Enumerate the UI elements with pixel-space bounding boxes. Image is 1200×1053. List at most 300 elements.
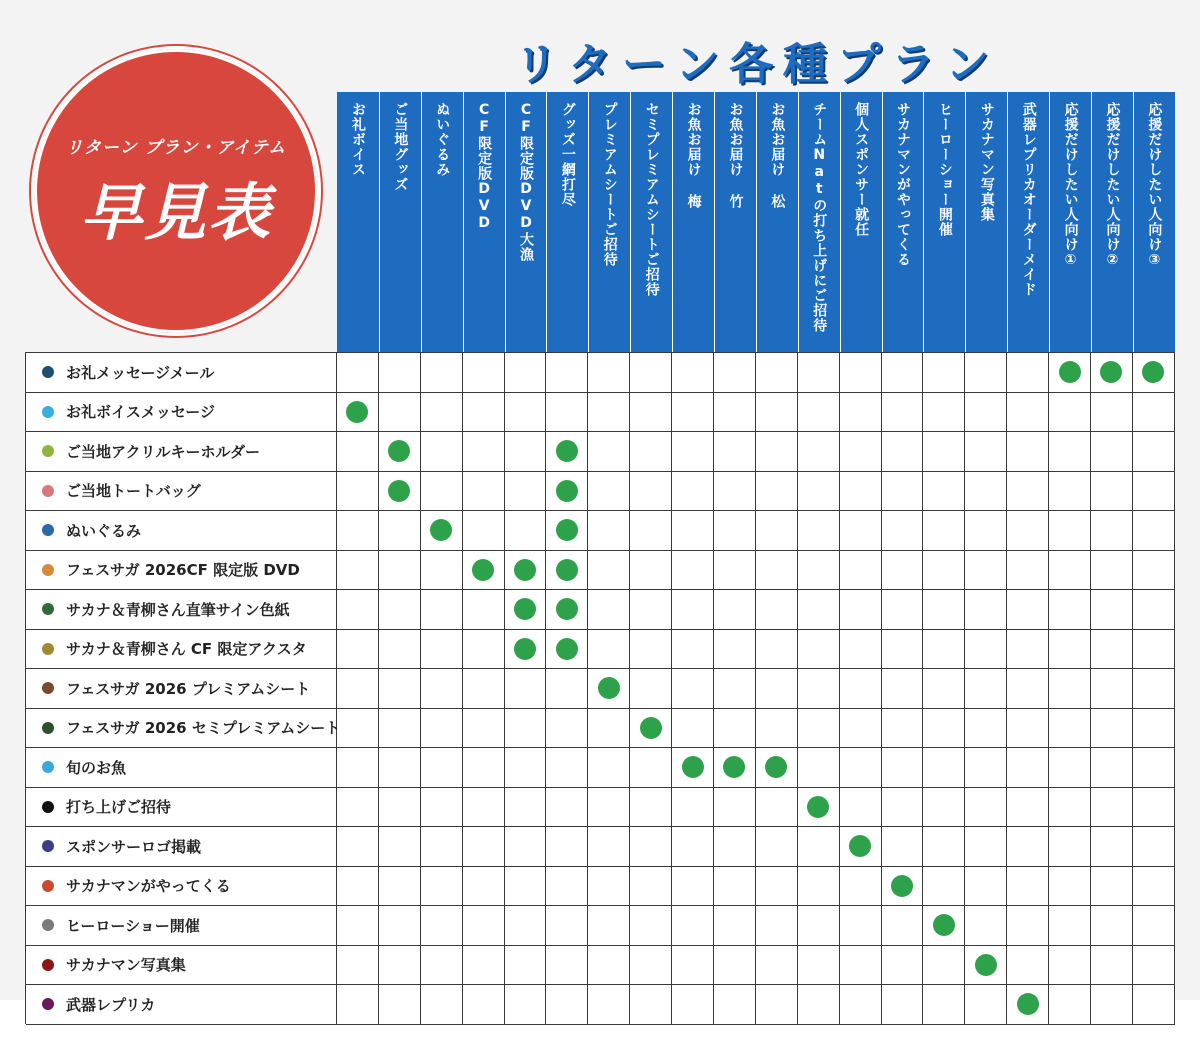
plan-column-header — [965, 92, 1007, 352]
item-label: スポンサーロゴ掲載 — [66, 837, 202, 856]
item-row — [26, 946, 1175, 986]
grid-cell — [882, 946, 924, 986]
plan-column-header — [1091, 92, 1133, 352]
grid-cell — [840, 946, 882, 986]
grid-cell — [798, 353, 840, 393]
grid-cell — [463, 827, 505, 867]
grid-cell — [588, 353, 630, 393]
grid-cell — [546, 906, 588, 946]
grid-cell — [1049, 827, 1091, 867]
plan-column-label: サカナマン写真集 — [978, 102, 995, 222]
page-title: リターン各種プラン — [513, 39, 1000, 90]
item-label-cell — [26, 946, 337, 986]
item-label-cell — [26, 788, 337, 828]
plan-column-label: ヒーローショー開催 — [936, 102, 953, 237]
grid-cell — [756, 669, 798, 709]
grid-cell — [923, 432, 965, 472]
grid-cell — [798, 827, 840, 867]
grid-cell — [421, 946, 463, 986]
grid-cell — [756, 551, 798, 591]
grid-cell — [882, 432, 924, 472]
included-mark-icon — [975, 954, 997, 976]
item-label: 旬のお魚 — [66, 758, 127, 777]
grid-cell — [1133, 590, 1175, 630]
grid-cell — [756, 946, 798, 986]
grid-cell — [882, 827, 924, 867]
item-row — [26, 393, 1175, 433]
grid-cell — [421, 551, 463, 591]
plan-column-header — [714, 92, 756, 352]
grid-cell — [798, 867, 840, 907]
grid-cell — [840, 590, 882, 630]
grid-cell — [965, 867, 1007, 907]
grid-cell — [1049, 748, 1091, 788]
grid-cell — [1007, 669, 1049, 709]
grid-cell — [1007, 709, 1049, 749]
item-label: お礼メッセージメール — [66, 363, 215, 382]
grid-cell — [882, 709, 924, 749]
grid-cell — [1007, 748, 1049, 788]
grid-cell — [1049, 867, 1091, 907]
item-bullet-icon — [42, 880, 54, 892]
grid-cell — [379, 590, 421, 630]
grid-cell — [505, 669, 547, 709]
grid-cell — [1133, 827, 1175, 867]
included-mark-icon — [765, 756, 787, 778]
grid-cell — [756, 393, 798, 433]
grid-cell — [923, 551, 965, 591]
plan-column-header — [1133, 92, 1175, 352]
grid-cell — [463, 590, 505, 630]
plan-column-label: お礼ボイス — [349, 102, 366, 177]
grid-cell — [965, 393, 1007, 433]
grid-cell — [923, 827, 965, 867]
grid-cell — [546, 788, 588, 828]
item-label-cell — [26, 827, 337, 867]
grid-cell — [588, 709, 630, 749]
grid-cell — [1049, 788, 1091, 828]
plan-column-header — [923, 92, 965, 352]
grid-cell — [463, 432, 505, 472]
grid-cell — [546, 472, 588, 512]
grid-cell — [672, 867, 714, 907]
grid-cell — [337, 630, 379, 670]
included-mark-icon — [556, 559, 578, 581]
grid-cell — [1091, 551, 1133, 591]
grid-cell — [1007, 551, 1049, 591]
grid-cell — [379, 669, 421, 709]
grid-cell — [546, 867, 588, 907]
grid-cell — [756, 590, 798, 630]
grid-cell — [505, 906, 547, 946]
grid-cell — [463, 511, 505, 551]
grid-cell — [463, 748, 505, 788]
grid-cell — [1049, 472, 1091, 512]
grid-cell — [1091, 432, 1133, 472]
grid-cell — [714, 867, 756, 907]
grid-cell — [1133, 669, 1175, 709]
plan-column-header — [840, 92, 882, 352]
grid-cell — [630, 867, 672, 907]
plan-column-label: CF限定版DVD — [476, 102, 493, 232]
included-mark-icon — [514, 598, 536, 620]
grid-cell — [1091, 709, 1133, 749]
grid-cell — [546, 353, 588, 393]
grid-cell — [463, 630, 505, 670]
grid-cell — [463, 669, 505, 709]
included-mark-icon — [514, 638, 536, 660]
grid-cell — [546, 669, 588, 709]
grid-cell — [1133, 906, 1175, 946]
grid-cell — [463, 906, 505, 946]
item-row — [26, 432, 1175, 472]
grid-cell — [965, 985, 1007, 1025]
grid-cell — [463, 393, 505, 433]
grid-cell — [421, 432, 463, 472]
item-label-cell — [26, 393, 337, 433]
grid-cell — [840, 393, 882, 433]
grid-cell — [965, 906, 1007, 946]
grid-cell — [672, 511, 714, 551]
item-bullet-icon — [42, 840, 54, 852]
grid-cell — [882, 630, 924, 670]
grid-cell — [1007, 393, 1049, 433]
grid-cell — [840, 985, 882, 1025]
grid-cell — [714, 511, 756, 551]
item-label: フェスサガ 2026CF 限定版 DVD — [66, 561, 300, 580]
grid-cell — [840, 551, 882, 591]
grid-cell — [546, 985, 588, 1025]
grid-cell — [588, 590, 630, 630]
grid-cell — [505, 590, 547, 630]
grid-cell — [421, 353, 463, 393]
grid-cell — [882, 551, 924, 591]
grid-cell — [840, 472, 882, 512]
grid-cell — [630, 353, 672, 393]
grid-cell — [505, 472, 547, 512]
grid-cell — [672, 551, 714, 591]
grid-cell — [505, 709, 547, 749]
item-row — [26, 748, 1175, 788]
grid-cell — [1007, 788, 1049, 828]
grid-cell — [546, 827, 588, 867]
grid-cell — [630, 748, 672, 788]
grid-cell — [546, 511, 588, 551]
grid-cell — [1133, 432, 1175, 472]
grid-cell — [1049, 511, 1091, 551]
grid-cell — [714, 393, 756, 433]
included-mark-icon — [1100, 361, 1122, 383]
grid-cell — [965, 669, 1007, 709]
grid-cell — [923, 946, 965, 986]
grid-cell — [714, 590, 756, 630]
grid-cell — [588, 906, 630, 946]
item-label-cell — [26, 353, 337, 393]
grid-cell — [965, 551, 1007, 591]
plan-column-header — [756, 92, 798, 352]
grid-cell — [1049, 946, 1091, 986]
plan-column-label: セミプレミアムシートご招待 — [643, 102, 660, 297]
grid-cell — [756, 906, 798, 946]
grid-cell — [1091, 353, 1133, 393]
plan-column-header — [546, 92, 588, 352]
item-label-cell — [26, 511, 337, 551]
grid-cell — [588, 788, 630, 828]
included-mark-icon — [1017, 993, 1039, 1015]
grid-cell — [756, 709, 798, 749]
grid-cell — [546, 946, 588, 986]
grid-cell — [379, 985, 421, 1025]
grid-cell — [756, 511, 798, 551]
grid-cell — [379, 353, 421, 393]
grid-cell — [1133, 630, 1175, 670]
grid-cell — [672, 630, 714, 670]
grid-cell — [714, 709, 756, 749]
grid-cell — [965, 353, 1007, 393]
grid-cell — [798, 472, 840, 512]
grid-cell — [672, 748, 714, 788]
grid-cell — [463, 709, 505, 749]
grid-cell — [421, 709, 463, 749]
grid-cell — [714, 353, 756, 393]
item-row — [26, 590, 1175, 630]
grid-cell — [630, 827, 672, 867]
grid-cell — [546, 393, 588, 433]
grid-cell — [379, 946, 421, 986]
grid-cell — [923, 985, 965, 1025]
grid-cell — [882, 393, 924, 433]
grid-cell — [923, 669, 965, 709]
grid-cell — [1007, 630, 1049, 670]
item-label-cell — [26, 551, 337, 591]
grid-cell — [840, 630, 882, 670]
grid-cell — [546, 748, 588, 788]
grid-cell — [630, 630, 672, 670]
grid-cell — [630, 669, 672, 709]
item-label: サカナ＆青柳さん直筆サイン色紙 — [66, 600, 290, 619]
grid-cell — [756, 432, 798, 472]
plan-column-header — [1049, 92, 1091, 352]
item-bullet-icon — [42, 761, 54, 773]
grid-cell — [1049, 590, 1091, 630]
item-row — [26, 511, 1175, 551]
grid-cell — [337, 985, 379, 1025]
grid-cell — [505, 630, 547, 670]
included-mark-icon — [1142, 361, 1164, 383]
plan-column-label: お魚お届け 竹 — [727, 102, 744, 209]
grid-cell — [1007, 827, 1049, 867]
grid-cell — [1049, 906, 1091, 946]
plan-column-label: サカナマンがやってくる — [895, 102, 912, 267]
grid-cell — [672, 432, 714, 472]
plan-column-header — [672, 92, 714, 352]
grid-cell — [756, 748, 798, 788]
grid-cell — [965, 590, 1007, 630]
grid-cell — [1049, 393, 1091, 433]
grid-cell — [672, 788, 714, 828]
grid-cell — [1007, 511, 1049, 551]
included-mark-icon — [388, 480, 410, 502]
grid-cell — [630, 590, 672, 630]
grid-cell — [965, 709, 1007, 749]
item-label: お礼ボイスメッセージ — [66, 403, 215, 422]
grid-cell — [1133, 472, 1175, 512]
grid-cell — [421, 867, 463, 907]
grid-cell — [965, 630, 1007, 670]
plan-column-header — [630, 92, 672, 352]
grid-cell — [798, 748, 840, 788]
grid-cell — [840, 432, 882, 472]
grid-cell — [840, 353, 882, 393]
grid-cell — [379, 867, 421, 907]
grid-cell — [546, 590, 588, 630]
grid-cell — [882, 472, 924, 512]
item-bullet-icon — [42, 485, 54, 497]
included-mark-icon — [640, 717, 662, 739]
grid-cell — [1007, 946, 1049, 986]
item-bullet-icon — [42, 445, 54, 457]
grid-cell — [714, 630, 756, 670]
grid-cell — [337, 906, 379, 946]
item-label-cell — [26, 985, 337, 1025]
grid-cell — [882, 669, 924, 709]
grid-cell — [630, 946, 672, 986]
item-bullet-icon — [42, 643, 54, 655]
included-mark-icon — [556, 638, 578, 660]
grid-cell — [546, 432, 588, 472]
included-mark-icon — [514, 559, 536, 581]
grid-cell — [505, 985, 547, 1025]
included-mark-icon — [556, 480, 578, 502]
grid-cell — [1049, 353, 1091, 393]
grid-cell — [714, 946, 756, 986]
badge-subtitle: リターン プラン・アイテム — [65, 138, 287, 158]
grid-cell — [630, 985, 672, 1025]
grid-cell — [421, 906, 463, 946]
grid-cell — [379, 709, 421, 749]
grid-cell — [1007, 867, 1049, 907]
grid-cell — [463, 946, 505, 986]
grid-cell — [588, 551, 630, 591]
included-mark-icon — [933, 914, 955, 936]
plan-column-label: グッズ一網打尽 — [559, 102, 576, 207]
grid-cell — [882, 985, 924, 1025]
grid-cell — [798, 788, 840, 828]
grid-cell — [1133, 393, 1175, 433]
item-label-cell — [26, 432, 337, 472]
grid-cell — [421, 590, 463, 630]
grid-cell — [923, 709, 965, 749]
grid-cell — [421, 472, 463, 512]
grid-cell — [1049, 985, 1091, 1025]
grid-cell — [923, 788, 965, 828]
grid-cell — [337, 827, 379, 867]
grid-cell — [337, 432, 379, 472]
grid-cell — [588, 472, 630, 512]
grid-cell — [1091, 827, 1133, 867]
item-row — [26, 353, 1175, 393]
grid-cell — [337, 590, 379, 630]
item-label: ぬいぐるみ — [66, 521, 142, 540]
grid-cell — [882, 906, 924, 946]
grid-cell — [1091, 630, 1133, 670]
grid-cell — [672, 946, 714, 986]
grid-cell — [505, 748, 547, 788]
included-mark-icon — [807, 796, 829, 818]
grid-cell — [630, 432, 672, 472]
plan-column-header — [882, 92, 924, 352]
grid-cell — [588, 393, 630, 433]
grid-cell — [1091, 472, 1133, 512]
item-label-cell — [26, 590, 337, 630]
grid-cell — [379, 827, 421, 867]
grid-cell — [798, 393, 840, 433]
plan-column-label: お魚お届け 梅 — [685, 102, 702, 209]
grid-cell — [756, 985, 798, 1025]
included-mark-icon — [682, 756, 704, 778]
grid-cell — [714, 551, 756, 591]
grid-cell — [337, 946, 379, 986]
grid-cell — [379, 551, 421, 591]
included-mark-icon — [891, 875, 913, 897]
plan-column-header — [421, 92, 463, 352]
grid-cell — [714, 985, 756, 1025]
grid-cell — [546, 630, 588, 670]
grid-cell — [882, 748, 924, 788]
grid-cell — [337, 393, 379, 433]
grid-cell — [882, 788, 924, 828]
grid-cell — [588, 946, 630, 986]
grid-cell — [1133, 511, 1175, 551]
grid-cell — [882, 511, 924, 551]
item-label: ご当地アクリルキーホルダー — [66, 442, 260, 461]
grid-cell — [1091, 748, 1133, 788]
grid-cell — [505, 511, 547, 551]
grid-cell — [1091, 867, 1133, 907]
item-label-cell — [26, 748, 337, 788]
grid-cell — [630, 709, 672, 749]
grid-cell — [337, 551, 379, 591]
grid-cell — [337, 472, 379, 512]
item-label-cell — [26, 867, 337, 907]
grid-cell — [756, 827, 798, 867]
grid-cell — [1049, 432, 1091, 472]
grid-cell — [1133, 748, 1175, 788]
plan-column-headers — [337, 92, 1175, 352]
grid-cell — [923, 353, 965, 393]
item-label-cell — [26, 709, 341, 749]
grid-cell — [379, 472, 421, 512]
grid-cell — [505, 867, 547, 907]
item-row — [26, 669, 1175, 709]
item-label: サカナ＆青柳さん CF 限定アクスタ — [66, 640, 307, 659]
grid-cell — [630, 906, 672, 946]
grid-cell — [630, 788, 672, 828]
plan-column-label: お魚お届け 松 — [769, 102, 786, 209]
item-row — [26, 985, 1175, 1025]
grid-cell — [1133, 985, 1175, 1025]
grid-cell — [923, 590, 965, 630]
grid-cell — [588, 511, 630, 551]
item-label: サカナマン写真集 — [66, 956, 186, 975]
grid-cell — [379, 432, 421, 472]
grid-cell — [714, 906, 756, 946]
grid-cell — [714, 748, 756, 788]
grid-cell — [379, 906, 421, 946]
grid-cell — [756, 867, 798, 907]
plan-column-label: ご当地グッズ — [392, 102, 409, 192]
grid-cell — [923, 906, 965, 946]
